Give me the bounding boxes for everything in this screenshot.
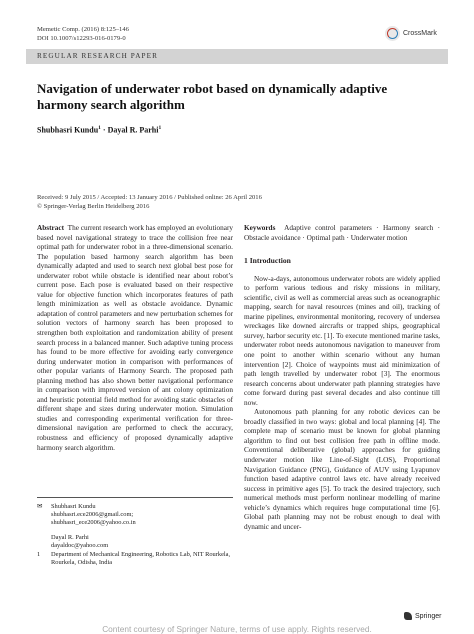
contact-footnote	[37, 503, 233, 550]
affiliation-marker: 1	[158, 125, 162, 131]
courtesy-notice: Content courtesy of Springer Nature, terms of use apply. Rights reserved.	[102, 624, 372, 634]
article-type: REGULAR RESEARCH PAPER	[37, 52, 158, 60]
coauthor-name: Dayal R. Parhi	[51, 533, 89, 541]
body-paragraph: Autonomous path planning for any robotic devices can be broadly classified in two ways: global and local planning [4]. The complete map of scenario must be known for global planning algorithm to find out best collision free path in offline mode. Conventional deliberative (global) approaches for guiding underwater motion like Line-of-Sight (LOS), Proportional Navigation Guidance (PNG), Guidance of AUV using Lyapunov function based adaptive control laws etc. have already received success in primitive ages [5]. To track the desired trajectory, such numerical methods must perform nonlinear modelling of marine vehicle’s dynamics which requires huge computational time [6]. Global path planning may not be robust enough to deal with dynamic and uncer-	[244, 408, 440, 531]
envelope-icon: ✉	[37, 503, 43, 510]
corresponding-author-name: Shubhasri Kundu	[51, 503, 96, 510]
publication-dates	[37, 194, 262, 211]
copyright-line: © Springer-Verlag Berlin Heidelberg 2016	[37, 202, 150, 210]
journal-citation: Memetic Comp. (2016) 8:125–146	[37, 26, 129, 33]
author-line	[37, 125, 161, 135]
history-dates: Received: 9 July 2015 / Accepted: 13 January 2016 / Published online: 26 April 2016	[37, 194, 262, 201]
right-column	[244, 224, 440, 532]
body-paragraph: Now-a-days, autonomous underwater robots are widely applied to perform various tedious and risky missions in military, scientific, civil as well as commercial areas such as oceanographic mapping, search for naval resources (mines and oil), tracking of marine pipelines, environmental monitoring, recovery of undersea wreckages like downed aircrafts or trapped ships, geographical survey, harbor security etc. [1]. To execute mentioned marine tasks, underwater robot needs autonomous navigation to maneuver from one point to another within scenario without any human intervention [2]. Choice of waypoints must aid minimization of path length travelled by underwater robot [3]. The enormous research concerns about underwater path planning strategies have come forward during past several decades and also continue till now.	[244, 274, 440, 407]
footnote-divider	[37, 497, 233, 498]
email-link[interactable]: shubhasri.ece2006@gmail.com;	[51, 511, 134, 519]
affiliation-number: 1	[37, 551, 41, 558]
springer-logo	[404, 612, 441, 620]
keywords-label: Keywords	[244, 224, 276, 232]
keywords-text: Adaptive control parameters · Harmony search · Obstacle avoidance · Optimal path · Underwater motion	[244, 224, 440, 242]
section-heading: 1 Introduction	[244, 256, 291, 266]
email-link[interactable]: dayaldoc@yahoo.com	[51, 541, 109, 549]
author-name: Shubhasri Kundu	[37, 125, 99, 135]
crossmark-badge[interactable]	[385, 24, 447, 42]
author-separator: ·	[100, 125, 108, 135]
affiliation-footnote	[37, 551, 233, 567]
crossmark-label: CrossMark	[403, 29, 437, 37]
affiliation-text: Department of Mechanical Engineering, Robotics Lab, NIT Rourkela, Rourkela, Odisha, India	[51, 551, 231, 567]
springer-horse-icon	[404, 612, 412, 620]
keywords	[244, 224, 440, 243]
paper-title: Navigation of underwater robot based on dynamically adaptive harmony search algorithm	[37, 81, 388, 112]
affiliation-marker: 1	[98, 125, 101, 131]
author-name: Dayal R. Parhi	[107, 125, 159, 135]
abstract-text: The current research work has employed an evolutionary based novel navigational strategy to trace the collision free near optimal path for underwater robot in a three-dimensional scenario. The population based harmony search algorithm has been dynamically adapted and used to search next global best pose for underwater robot while obstacle is identified near about robot’s current pose. Each pose is evaluated based on their respective value for objective function which incorporates features of path length minimization as well as obstacle avoidance. Dynamic adaptation of control parameters and new perturbation schemes for solution vectors of harmony search has been proposed to strengthen both exploitation and randomization ability of present search process in a balanced manner. Such adaptive tuning process has found to be more effective for avoiding early convergence during underwater motion in comparison with performances of other popular variants of Harmony Search. The proposed path planning method has also shown better navigational performance in comparison with improved version of ant colony optimization and heuristic potential field method for avoiding static obstacles of different shape and sizes during underwater motion. Simulation studies and corresponding experimental verification for three-dimensional navigation are performed to check the accuracy, robustness and efficiency of proposed dynamically adaptive harmony search algorithm.	[37, 224, 233, 452]
abstract	[37, 224, 233, 453]
email-link[interactable]: shubhasri_ece2006@yahoo.co.in	[51, 519, 136, 527]
abstract-label: Abstract	[37, 224, 64, 232]
article-type-bar	[26, 49, 448, 64]
crossmark-icon	[385, 26, 400, 41]
publisher-name: Springer	[415, 612, 442, 620]
journal-info	[37, 26, 129, 43]
doi: DOI 10.1007/s12293-016-0179-0	[37, 34, 126, 42]
